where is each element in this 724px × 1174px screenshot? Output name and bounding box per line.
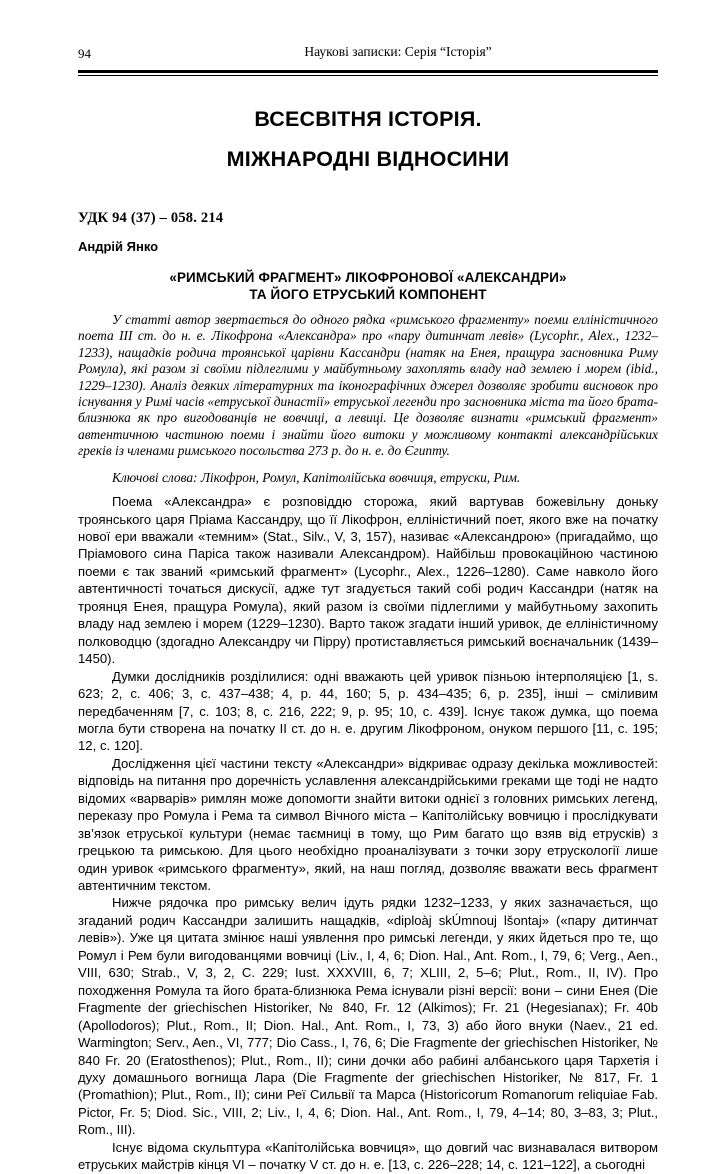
keywords-text: Ключові слова: Лікофрон, Ромул, Капітолійська вовчиця, етруски, Рим. [112, 469, 521, 485]
page-number: 94 [78, 46, 91, 61]
section-heading [78, 100, 658, 178]
section-heading-line-2: МІЖНАРОДНІ ВІДНОСИНИ [226, 147, 510, 171]
body-paragraph: Нижче рядочка про римську велич ідуть рядки 1232–1233, у яких зазначається, що згаданий родич Кассандри залишить нащадків, «diploàj skÚmnouj lšontaj» («пару дитинчат левів»). Уже ця цитата змінює наші уявлення про римські легенди, у яких йдеться про те, що Ромул і Рем були вигодованцями вовчиці (Liv., I, 4, 6; Dion. Hal., Ant. Rom., I, 79, 6; Verg., Aen., VIII, 630; Strab., V, 3, 2, С. 229; Iust. XXXVIII, 6, 7; XLIII, 2, 5–6; Plut., Rom., II, IV). Про походження Ромула та його брата-близнюка Рема існували різні версії: вони – сини Енея (Die Fragmente der griechischen Historiker, № 840, Fr. 12 (Alkimos); Fr. 21 (Hegesianax); Fr. 40b (Apollodoros); Plut., Rom., II; Dion. Hal., Ant. Rom., I, 73, 3) або його внуки (Naev., 21 ed. Warmington; Serv., Aen., VI, 777; Dio Cass., I, 76, 6; Die Fragmente der griechischen Historiker, № 840 Fr. 20 (Eratosthenos); Plut., Rom., II); сини дочки або рабині албанського царя Тархетія і духу домашнього вогнища Лара (Die Fragmente der griechischen Historiker, № 817, Fr. 1 (Promathion); Plut., Rom., II); сини Реї Сильвії та Марса (Historicorum Romanorum reliquiae Fab. Pictor, Fr. 5; Diod. Sic., VIII, 2; Liv., I, 4, 6; Dion. Hal., Ant. Rom., I, 79, 4–14; 80, 3–83, 3; Plut., Rom., III). [78, 895, 658, 1138]
journal-title: Наукові записки: Серія “Історія” [304, 44, 492, 59]
article-title-line-2: ТА ЙОГО ЕТРУСЬКИЙ КОМПОНЕНТ [249, 286, 487, 302]
header-rule [78, 70, 658, 76]
abstract-text: У статті автор звертається до одного рядка «римського фрагменту» поеми елліністичного поета III ст. до н. е. Лікофрона «Александра» про «пару дитинчат левів» (Lycophr., Alex., 1232–1233), нащадків родича троянської царівни Кассандри (натяк на Енея, пращура засновника Риму Ромула), які разом зі своїми підлеглими у майбутньому захоплять владу над землею і морем (ibid., 1229–1230). Аналіз деяких літературних та іконографічних джерел дозволяє зробити висновок про існування у Римі часів «етруської династії» етруської легенди про засновника міста та його брата-близнюка як про вигодованців не вовчиці, а левиці. Це дозволяє визнати «римський фрагмент» автентичною частиною поеми і знайти його витоки у можливому контакті александрійських греків із членами римського посольства 273 р. до н. е. до Єгипту. [78, 312, 658, 459]
article-body [78, 493, 658, 1174]
running-head [78, 44, 658, 66]
author-name: Андрій Янко [78, 239, 159, 254]
body-paragraph: Дослідження цієї частини тексту «Александри» відкриває одразу декілька можливостей: відповідь на питання про доречність уславлення александрійськими греками ще тоді не надто відомих «варварів» римлян може допомогти знайти витоки однієї з головних римських легенд, переказу про Ромула і Рема та символ Вічного міста – Капітолійську вовчицю і прослідкувати зв’язок етруської культури (немає таємниці в тому, що Рим багато що взяв від етрусків) з грецькою та римською. Для цього необхідно проаналізувати з точки зору етрускології лише один уривок «римського фрагменту», який, на наш погляд, дозволяє вважати весь фрагмент автентичним текстом. [78, 755, 658, 894]
body-paragraph: Поема «Александра» є розповіддю сторожа, який вартував божевільну доньку троянського царя Пріама Кассандру, що її Лікофрон, елліністичний поет, якого вже на початку нової ери вважали «темним» (Stat., Silv., V, 3, 157), називає «Александрою» (пригадаймо, що Пріамового сина Паріса також називали Александром). Найбільш провокаційною частиною поеми є так званий «римський фрагмент» (Lycophr., Alex., 1226–1280). Саме навколо його автентичності точаться дискусії, адже тут згадується такий собі родич Кассандри (натяк на троянця Енея, пращура Ромула), який разом із своїми підлеглими у майбутньому захопить владу над землею і морем (1229–1230). Варто також згадати інший уривок, де елліністичному полководцю (здогадно Александру чи Пірру) протиставляється римський воєначальник (1439–1450). [78, 494, 658, 667]
article-title-line-1: «РИМСЬКИЙ ФРАГМЕНТ» ЛІКОФРОНОВОЇ «АЛЕКСАНДРИ» [169, 270, 567, 285]
udc-code: УДК 94 (37) – 058. 214 [78, 210, 224, 226]
body-paragraph: Думки дослідників розділилися: одні вважають цей уривок пізньою інтерполяцією [1, s. 623; 2, с. 406; 3, с. 437–438; 4, p. 44, 160; 5, p. 434–435; 6, p. 235], інші – сміливим передбаченням [7, с. 103; 8, с. 216, 222; 9, p. 95; 10, с. 439]. Існує також думка, що поема могла бути створена на початку II ст. до н. е. другим Лікофроном, онуком першого [11, с. 195; 12, с. 120]. [78, 668, 658, 754]
article-title [78, 270, 658, 303]
section-heading-line-1: ВСЕСВІТНЯ ІСТОРІЯ. [254, 107, 482, 131]
body-paragraph: Існує відома скульптура «Капітолійська вовчиця», що довгий час визнавалася витвором етруських майстрів кінця VI – початку V ст. до н. е. [13, с. 226–228; 14, с. 121–122], а сьогодні [78, 1139, 658, 1173]
